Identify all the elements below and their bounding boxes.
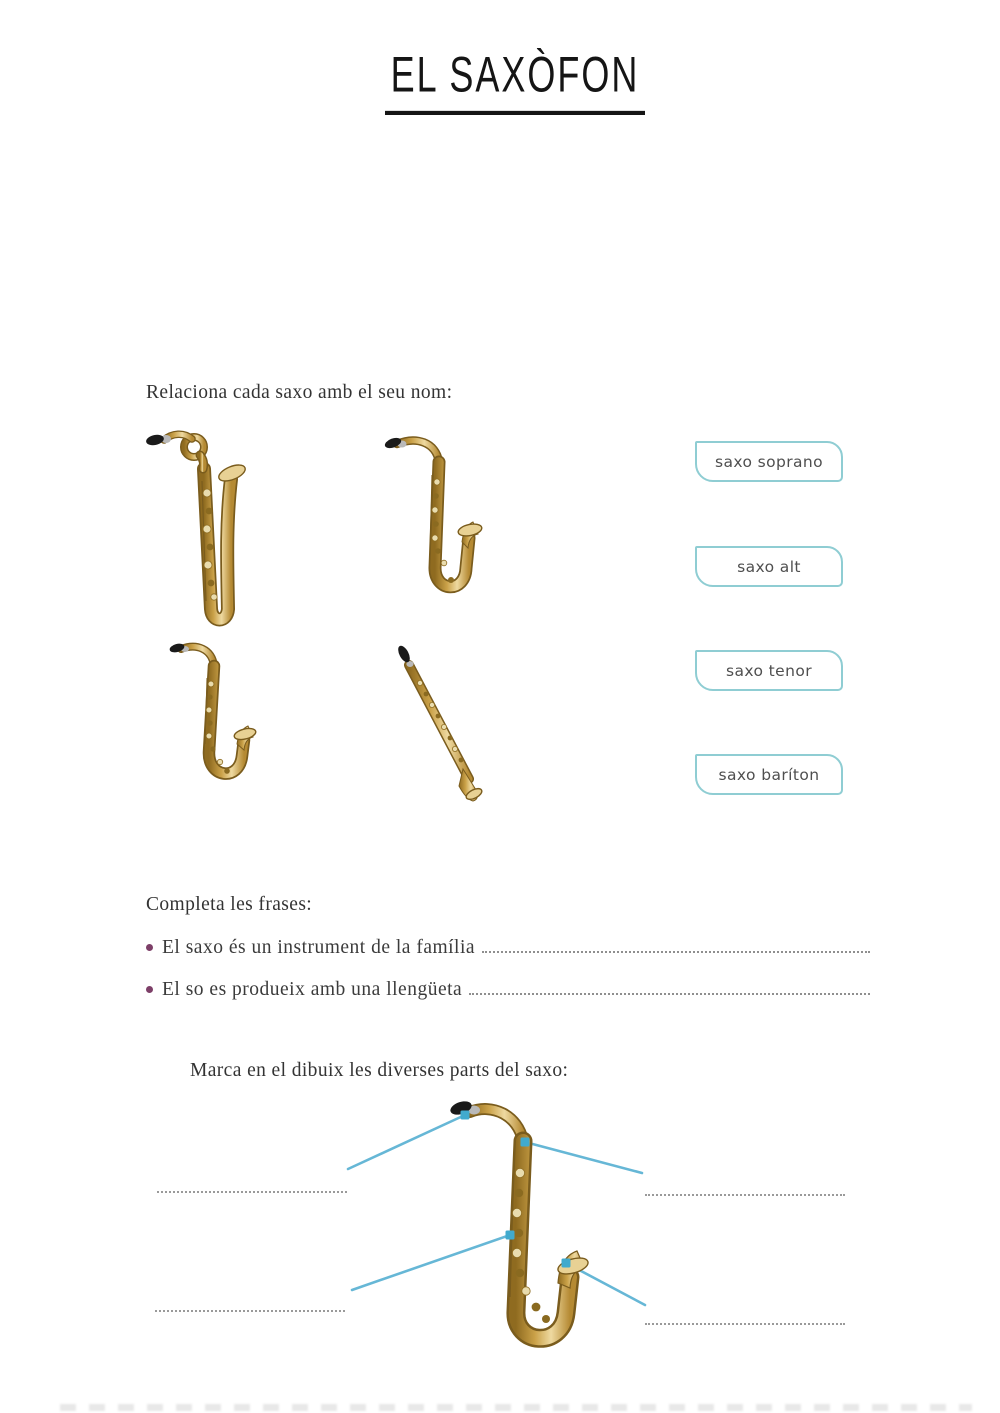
tenor-body [397, 441, 483, 587]
sentence-text-2: El so es produeix amb una llengüeta [162, 979, 463, 1000]
label-text: saxo baríton [718, 765, 820, 784]
part-marker-mouthpiece [461, 1111, 470, 1120]
pointer-line-body [352, 1235, 510, 1290]
answer-dots-2[interactable] [469, 978, 870, 995]
part-answer-blank-3[interactable] [155, 1307, 345, 1312]
sax-image-tenor[interactable] [381, 430, 491, 622]
title-row [0, 46, 1000, 103]
name-label-saxo-bariton[interactable] [695, 754, 843, 795]
name-label-saxo-tenor[interactable] [695, 650, 843, 691]
name-label-saxo-soprano[interactable] [695, 441, 843, 482]
sax-image-alt[interactable] [167, 640, 265, 817]
baritone-bell [204, 462, 247, 620]
bullet-icon [146, 986, 153, 993]
page-title: EL SAXÒFON [385, 46, 646, 115]
diagram-sax-illustration [449, 1099, 590, 1338]
answer-dots-1[interactable] [482, 936, 870, 953]
baritone-mouthpiece [145, 433, 171, 447]
label-text: saxo alt [737, 557, 801, 576]
tenor-sax-illustration [381, 430, 491, 617]
soprano-sax-illustration [389, 643, 491, 812]
part-marker-body [506, 1231, 515, 1240]
page-bottom-cutoff-text [60, 1404, 972, 1411]
alto-body [181, 647, 257, 774]
sax-image-soprano[interactable] [389, 643, 491, 817]
label-text: saxo soprano [714, 452, 824, 471]
part-marker-bell [562, 1259, 571, 1268]
alto-sax-illustration [167, 640, 265, 812]
part-answer-blank-1[interactable] [157, 1188, 347, 1193]
complete-instruction: Completa les frases: [146, 894, 313, 915]
bullet-icon [146, 944, 153, 951]
sax-parts-diagram [140, 1085, 960, 1370]
matching-instruction: Relaciona cada saxo amb el seu nom: [146, 382, 453, 403]
sentence-row-2 [146, 978, 870, 1000]
sentence-text-1: El saxo és un instrument de la família [162, 937, 476, 958]
pointer-line-mouthpiece [348, 1115, 465, 1169]
pointer-line-neck [525, 1142, 642, 1173]
sentence-row-1 [146, 936, 870, 958]
sax-image-bariton[interactable] [142, 421, 252, 635]
baritone-sax-illustration [142, 421, 252, 630]
diagram-instruction: Marca en el dibuix les diverses parts del saxo: [190, 1060, 569, 1081]
part-answer-blank-2[interactable] [645, 1191, 845, 1196]
name-label-saxo-alt[interactable] [695, 546, 843, 587]
pointer-lines [348, 1115, 645, 1305]
part-marker-neck [521, 1138, 530, 1147]
part-answer-blank-4[interactable] [645, 1320, 845, 1325]
label-text: saxo tenor [726, 661, 812, 680]
